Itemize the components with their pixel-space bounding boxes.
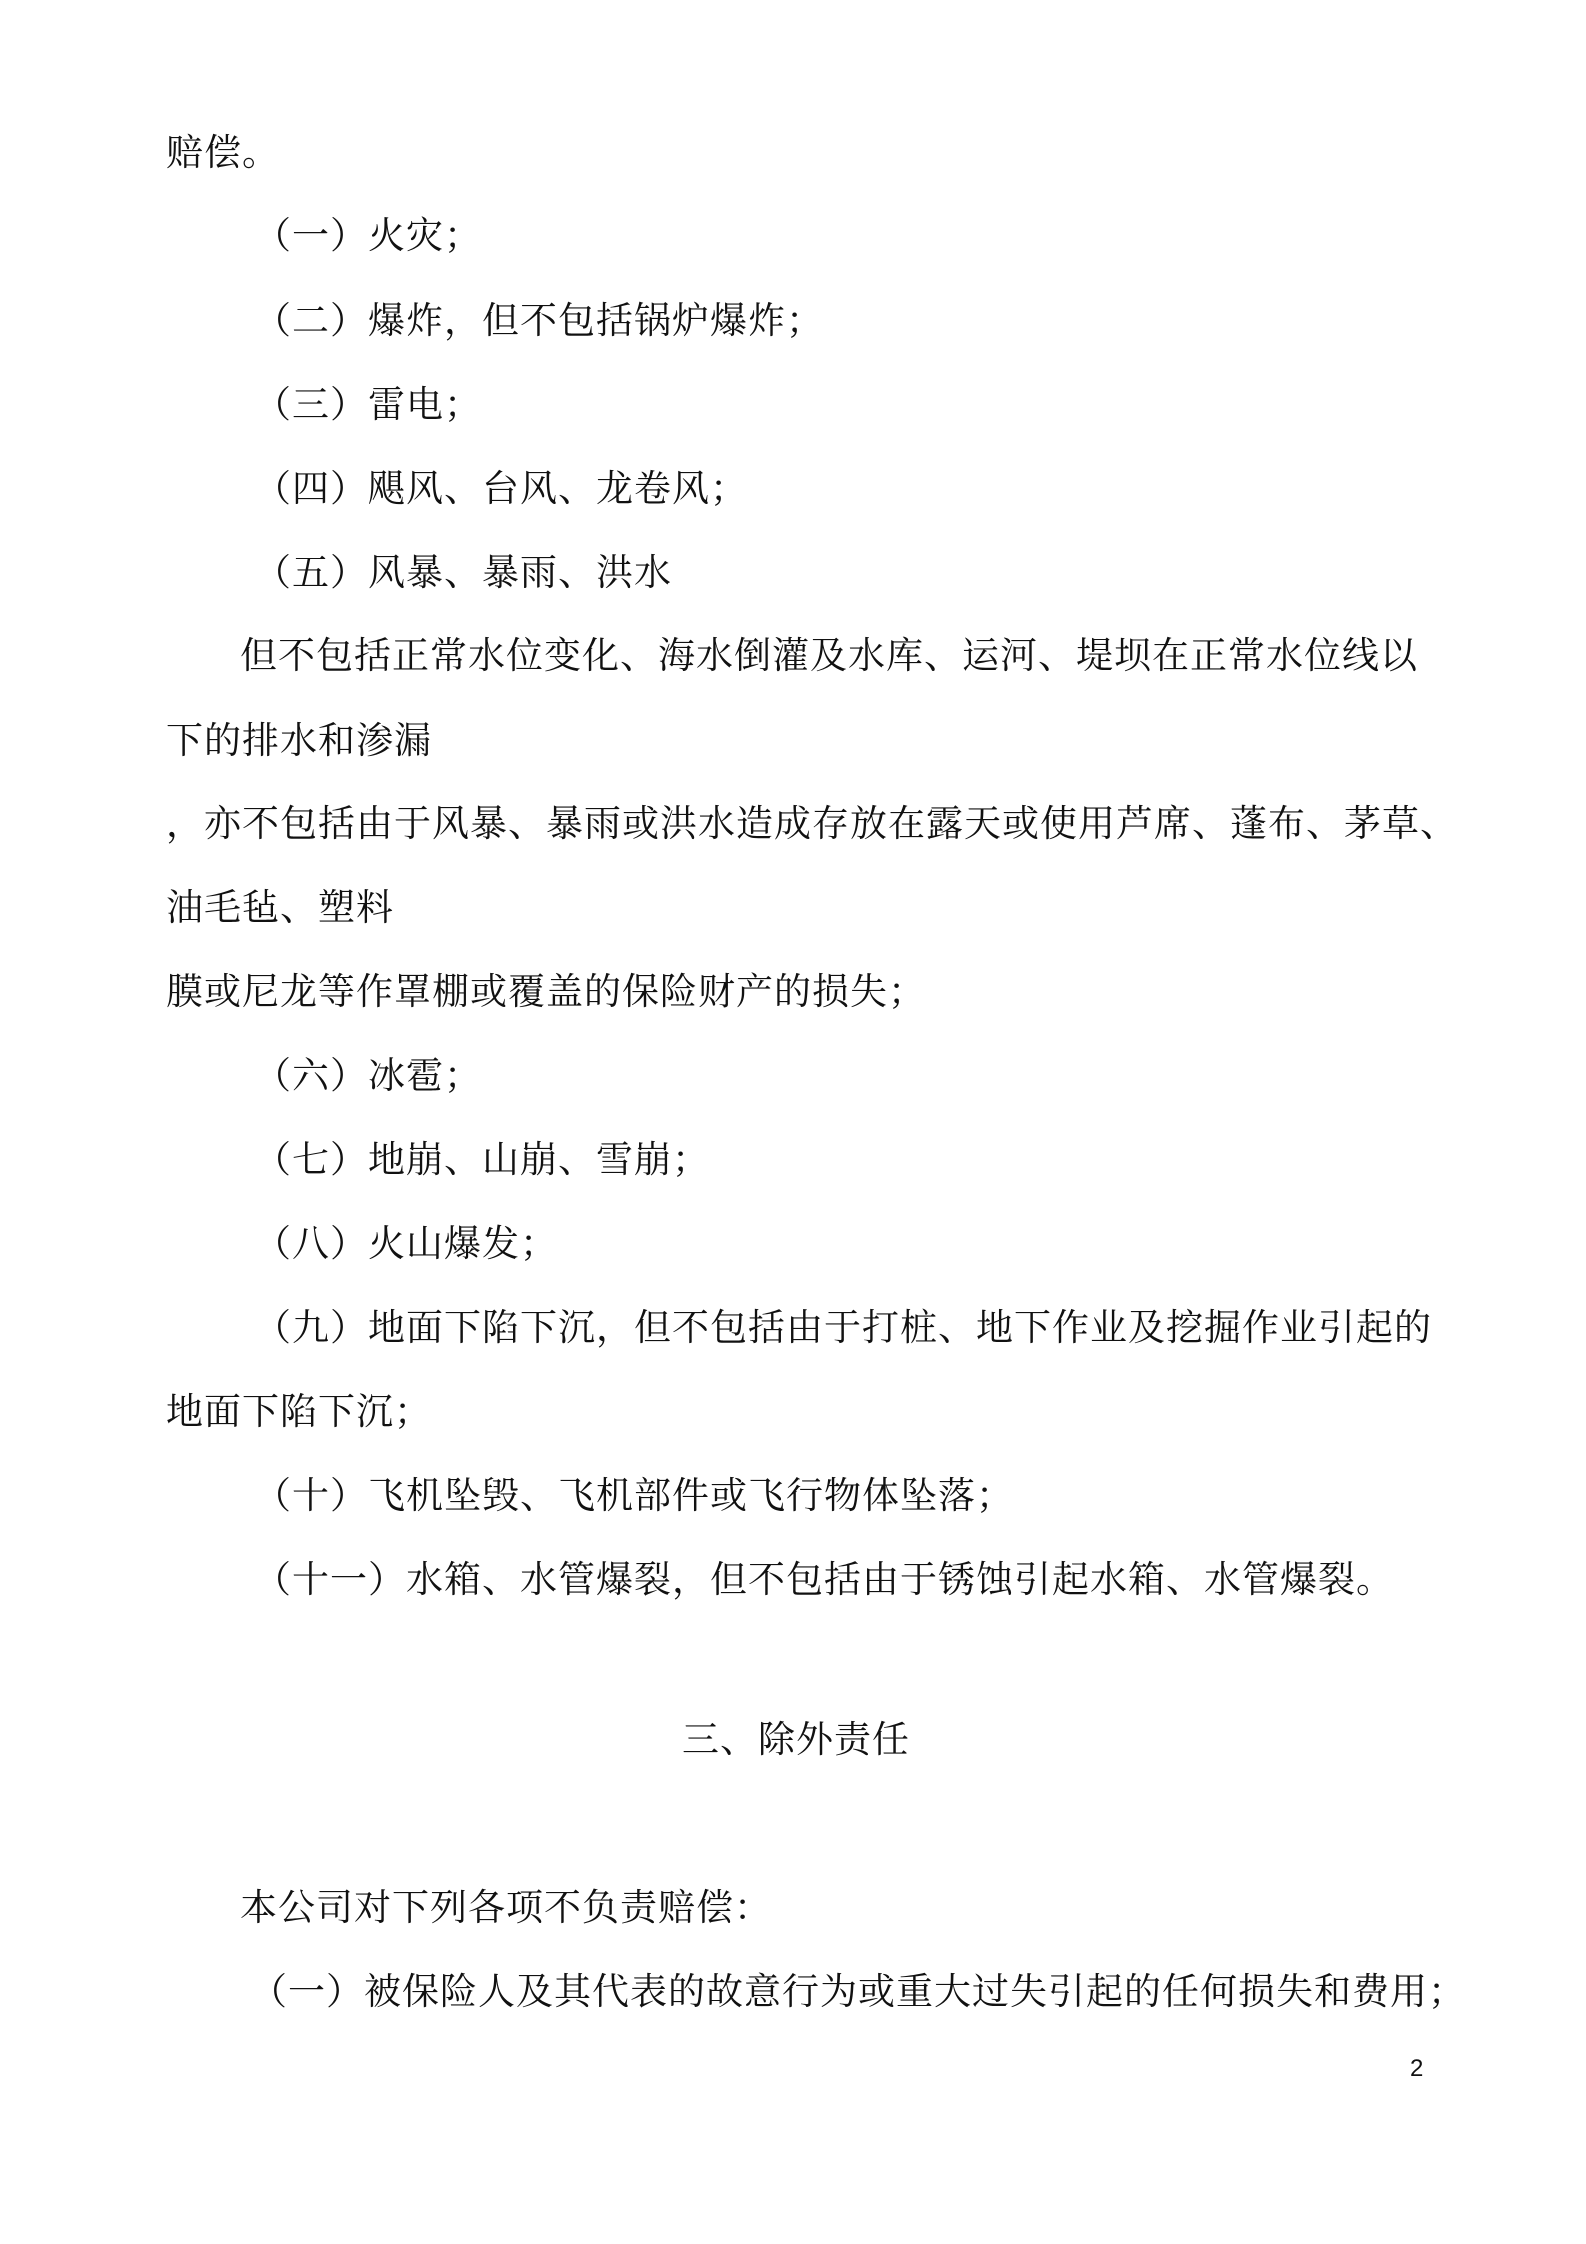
list-item: （八）火山爆发；	[254, 1222, 558, 1265]
paragraph-intro: 本公司对下列各项不负责赔偿：	[240, 1886, 772, 1929]
list-item: （四）飓风、台风、龙卷风；	[254, 467, 748, 510]
text-line: 下的排水和渗漏	[166, 719, 432, 762]
list-item: （一）被保险人及其代表的故意行为或重大过失引起的任何损失和费用；	[250, 1970, 1466, 2013]
list-item: （五）风暴、暴雨、洪水	[254, 551, 672, 594]
list-item: （九）地面下陷下沉，但不包括由于打桩、地下作业及挖掘作业引起的	[254, 1306, 1432, 1349]
text-line: 膜或尼龙等作罩棚或覆盖的保险财产的损失；	[166, 970, 926, 1013]
list-item: （一）火灾；	[254, 214, 482, 257]
section-heading: 三、除外责任	[682, 1718, 910, 1761]
text-line: 地面下陷下沉；	[166, 1390, 432, 1433]
list-item: （十一）水箱、水管爆裂，但不包括由于锈蚀引起水箱、水管爆裂。	[254, 1558, 1394, 1601]
list-item: （七）地崩、山崩、雪崩；	[254, 1138, 710, 1181]
text-line: 赔偿。	[166, 131, 280, 174]
text-line: 但不包括正常水位变化、海水倒灌及水库、运河、堤坝在正常水位线以	[240, 634, 1418, 677]
list-item: （六）冰雹；	[254, 1054, 482, 1097]
list-item: （十）飞机坠毁、飞机部件或飞行物体坠落；	[254, 1474, 1014, 1517]
text-line: 油毛毡、塑料	[166, 886, 394, 929]
list-item: （二）爆炸，但不包括锅炉爆炸；	[254, 299, 824, 342]
page-number: 2	[1410, 2055, 1424, 2082]
text-line: ，亦不包括由于风暴、暴雨或洪水造成存放在露天或使用芦席、蓬布、茅草、	[166, 802, 1458, 845]
list-item: （三）雷电；	[254, 383, 482, 426]
